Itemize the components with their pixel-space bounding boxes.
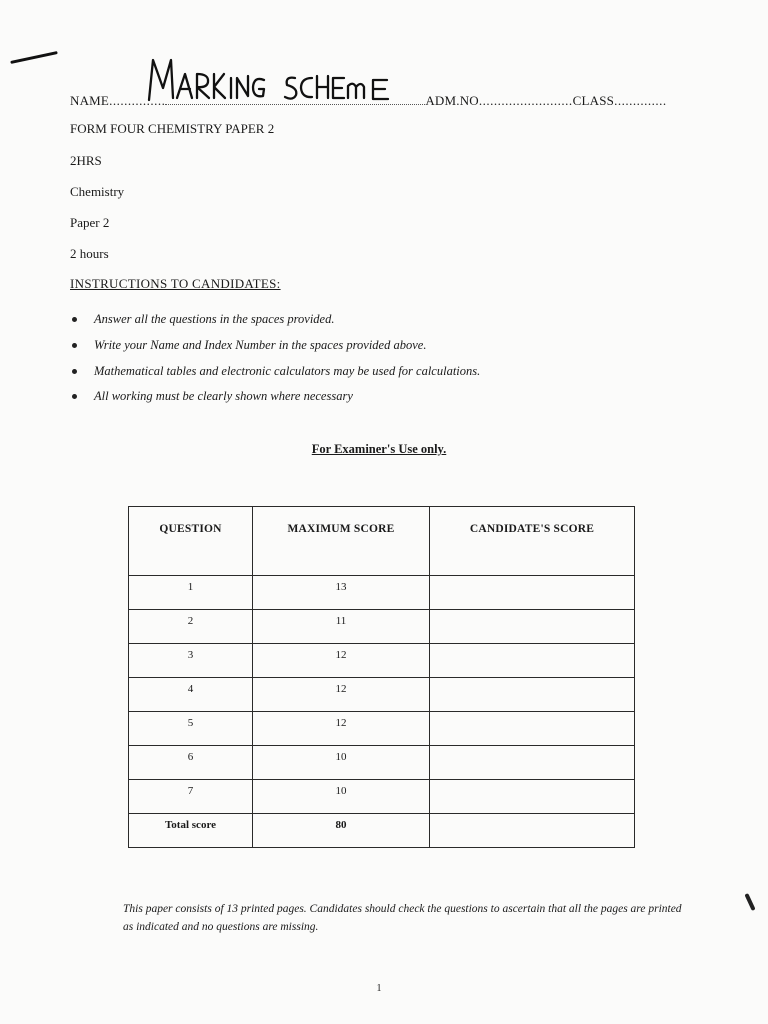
max-score-cell: 11 [253, 609, 430, 643]
instruction-item: All working must be clearly shown where necessary [72, 384, 692, 410]
paper-title: FORM FOUR CHEMISTRY PAPER 2 [70, 121, 275, 136]
duration: 2 hours [70, 246, 109, 261]
question-cell: 7 [129, 779, 253, 813]
name-label: NAME [70, 93, 110, 108]
page-number: 1 [376, 983, 382, 994]
max-score-cell: 10 [253, 779, 430, 813]
question-cell: 2 [129, 609, 253, 643]
class-label: CLASS [572, 93, 615, 108]
table-row [129, 677, 635, 711]
instruction-item: Write your Name and Index Number in the spaces provided above. [72, 333, 692, 359]
instructions-heading: INSTRUCTIONS TO CANDIDATES: [70, 276, 281, 291]
duration-short: 2HRS [70, 153, 102, 168]
candidate-score-cell[interactable] [430, 609, 635, 643]
pen-stroke-mark [10, 51, 58, 64]
table-row [129, 711, 635, 745]
max-score-cell: 12 [253, 643, 430, 677]
bullet-icon [72, 394, 77, 399]
candidate-score-cell[interactable] [430, 745, 635, 779]
question-cell: 6 [129, 745, 253, 779]
table-row [129, 779, 635, 813]
examiner-heading: For Examiner's Use only. [311, 442, 447, 456]
table-row [129, 609, 635, 643]
instructions-list [72, 307, 692, 410]
table-header-row [129, 507, 635, 576]
adm-dots: ......................... [478, 93, 573, 108]
table-row [129, 745, 635, 779]
bullet-icon [72, 369, 77, 374]
question-cell: 4 [129, 677, 253, 711]
total-candidate-score[interactable] [430, 813, 635, 847]
question-cell: 1 [129, 575, 253, 609]
header-candidate-score: CANDIDATE'S SCORE [430, 507, 635, 576]
candidate-score-cell[interactable] [430, 575, 635, 609]
name-dots: ............... [109, 93, 166, 108]
max-score-cell: 12 [253, 711, 430, 745]
question-cell: 5 [129, 711, 253, 745]
max-score-cell: 10 [253, 745, 430, 779]
class-dots: .............. [614, 93, 667, 108]
score-table [128, 506, 635, 848]
header-max-score: MAXIMUM SCORE [253, 507, 430, 576]
max-score-cell: 12 [253, 677, 430, 711]
header-question: QUESTION [129, 507, 253, 576]
edge-pen-mark [744, 893, 755, 911]
paper-number: Paper 2 [70, 215, 110, 230]
bullet-icon [72, 343, 77, 348]
table-row [129, 575, 635, 609]
adm-label: ADM.NO [425, 93, 479, 108]
name-adm-class-line [70, 92, 667, 112]
table-total-row [129, 813, 635, 847]
bullet-icon [72, 317, 77, 322]
candidate-score-cell[interactable] [430, 677, 635, 711]
instruction-item: Mathematical tables and electronic calculators may be used for calculations. [72, 358, 692, 384]
candidate-score-cell[interactable] [430, 711, 635, 745]
subject: Chemistry [70, 184, 125, 199]
total-max-score: 80 [253, 813, 430, 847]
question-cell: 3 [129, 643, 253, 677]
max-score-cell: 13 [253, 575, 430, 609]
footer-note: This paper consists of 13 printed pages. Candidates should check the questions to ascertain that all the pages are printed as indicated and no questions are missing. [123, 903, 682, 933]
total-score-label: Total score [129, 813, 253, 847]
candidate-score-cell[interactable] [430, 643, 635, 677]
candidate-score-cell[interactable] [430, 779, 635, 813]
instruction-item: Answer all the questions in the spaces provided. [72, 307, 692, 333]
table-row [129, 643, 635, 677]
